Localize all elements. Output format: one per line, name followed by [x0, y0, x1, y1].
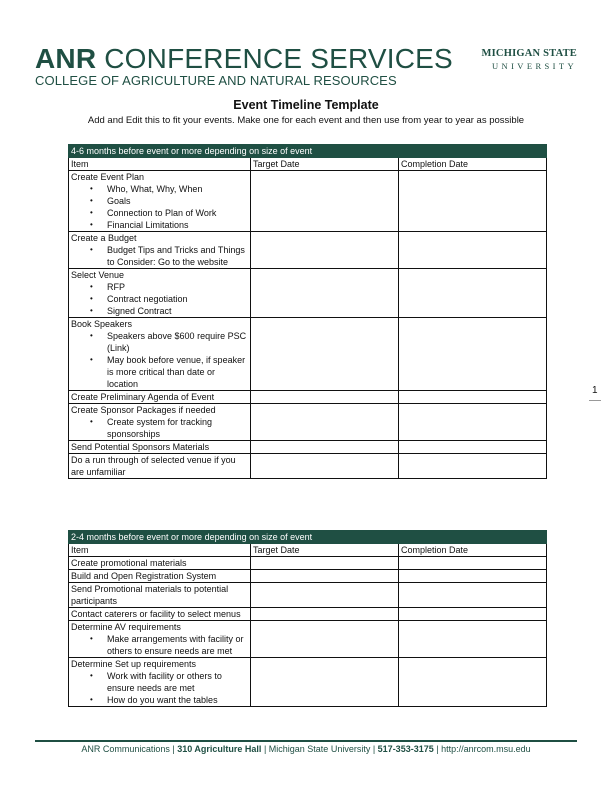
- target-date-cell[interactable]: [251, 441, 399, 454]
- timeline-table-4-6-months: [68, 144, 547, 479]
- target-date-cell[interactable]: [251, 318, 399, 391]
- page-number: 1: [592, 385, 598, 396]
- brand-title-rest: CONFERENCE SERVICES: [104, 43, 453, 74]
- column-header-target-date: Target Date: [251, 544, 399, 557]
- item-cell: Send Promotional materials to potential participants: [69, 583, 251, 608]
- completion-date-cell[interactable]: [399, 608, 547, 621]
- bullet-item: • Make arrangements with facility or others to ensure needs are met: [71, 633, 248, 657]
- bullet-item: • Budget Tips and Tricks and Things to Consider: Go to the website: [71, 244, 248, 268]
- target-date-cell[interactable]: [251, 454, 399, 479]
- completion-date-cell[interactable]: [399, 232, 547, 269]
- item-cell: [69, 658, 251, 707]
- bullet-item: • May book before venue, if speaker is more critical than date or location: [71, 354, 248, 390]
- table-row: [69, 171, 547, 232]
- table-row: [69, 269, 547, 318]
- brand-title: [35, 44, 453, 74]
- completion-date-cell[interactable]: [399, 658, 547, 707]
- bullet-item: • Connection to Plan of Work: [71, 207, 248, 219]
- completion-date-cell[interactable]: [399, 318, 547, 391]
- column-header-item: Item: [69, 544, 251, 557]
- table-row: [69, 232, 547, 269]
- completion-date-cell[interactable]: [399, 269, 547, 318]
- brand-title-anr: ANR: [35, 43, 97, 74]
- item-cell: Do a run through of selected venue if you are unfamiliar: [69, 454, 251, 479]
- footer-org: ANR Communications: [81, 744, 170, 754]
- target-date-cell[interactable]: [251, 171, 399, 232]
- bullet-item: • Financial Limitations: [71, 219, 248, 231]
- item-cell: Create Preliminary Agenda of Event: [69, 391, 251, 404]
- footer-address: 310 Agriculture Hall: [177, 744, 262, 754]
- item-bullets: [71, 670, 248, 706]
- msu-logo: [482, 48, 577, 71]
- item-cell: [69, 318, 251, 391]
- target-date-cell[interactable]: [251, 232, 399, 269]
- item-cell: Build and Open Registration System: [69, 570, 251, 583]
- footer-phone: 517-353-3175: [377, 744, 434, 754]
- target-date-cell[interactable]: [251, 583, 399, 608]
- table-row: [69, 608, 547, 621]
- table-row: [69, 318, 547, 391]
- target-date-cell[interactable]: [251, 621, 399, 658]
- target-date-cell[interactable]: [251, 608, 399, 621]
- completion-date-cell[interactable]: [399, 557, 547, 570]
- target-date-cell[interactable]: [251, 269, 399, 318]
- target-date-cell[interactable]: [251, 557, 399, 570]
- bullet-item: • Work with facility or others to ensure needs are met: [71, 670, 248, 694]
- bullet-item: • Create system for tracking sponsorships: [71, 416, 248, 440]
- footer-university: Michigan State University: [268, 744, 371, 754]
- item-cell: [69, 232, 251, 269]
- item-title: Determine AV requirements: [71, 622, 181, 632]
- bullet-item: • Goals: [71, 195, 248, 207]
- timeline-table-2-4-months: [68, 530, 547, 707]
- completion-date-cell[interactable]: [399, 570, 547, 583]
- table-row: [69, 570, 547, 583]
- footer: ANR Communications | 310 Agriculture Hall | Michigan State University | 517-353-3175 | http://anrcom.msu.edu: [81, 744, 531, 754]
- item-title: Book Speakers: [71, 319, 133, 329]
- item-cell: [69, 404, 251, 441]
- footer-url[interactable]: http://anrcom.msu.edu: [441, 744, 531, 754]
- section-heading-row: [69, 531, 547, 544]
- bullet-item: • Speakers above $600 require PSC (Link): [71, 330, 248, 354]
- item-title: Determine Set up requirements: [71, 659, 197, 669]
- item-cell: Contact caterers or facility to select menus: [69, 608, 251, 621]
- table-row: [69, 441, 547, 454]
- table-row: [69, 391, 547, 404]
- msu-logo-line2: UNIVERSITY: [492, 61, 577, 71]
- item-cell: [69, 621, 251, 658]
- completion-date-cell[interactable]: [399, 583, 547, 608]
- column-header-row: [69, 158, 547, 171]
- item-cell: Create promotional materials: [69, 557, 251, 570]
- footer-divider: [35, 740, 577, 742]
- item-cell: [69, 269, 251, 318]
- document-title: Event Timeline Template: [233, 98, 379, 112]
- item-bullets: [71, 633, 248, 657]
- target-date-cell[interactable]: [251, 391, 399, 404]
- column-header-target-date: Target Date: [251, 158, 399, 171]
- target-date-cell[interactable]: [251, 570, 399, 583]
- column-header-row: [69, 544, 547, 557]
- item-cell: Send Potential Sponsors Materials: [69, 441, 251, 454]
- item-bullets: [71, 244, 248, 268]
- bullet-item: • Contract negotiation: [71, 293, 248, 305]
- completion-date-cell[interactable]: [399, 404, 547, 441]
- document-subtitle: Add and Edit this to fit your events. Make one for each event and then use from year to year as possible: [87, 115, 525, 126]
- table-row: [69, 658, 547, 707]
- item-cell: [69, 171, 251, 232]
- item-title: Create Event Plan: [71, 172, 145, 182]
- bullet-item: • Who, What, Why, When: [71, 183, 248, 195]
- item-title: Select Venue: [71, 270, 125, 280]
- page-number-divider: [589, 400, 601, 401]
- completion-date-cell[interactable]: [399, 391, 547, 404]
- msu-logo-line1: MICHIGAN STATE: [481, 48, 577, 59]
- item-bullets: [71, 416, 248, 440]
- section-heading: 2-4 months before event or more depending on size of event: [69, 531, 547, 544]
- completion-date-cell[interactable]: [399, 171, 547, 232]
- completion-date-cell[interactable]: [399, 441, 547, 454]
- item-title: Create Sponsor Packages if needed: [71, 405, 216, 415]
- table-row: [69, 557, 547, 570]
- column-header-item: Item: [69, 158, 251, 171]
- table-row: [69, 454, 547, 479]
- section-heading: 4-6 months before event or more depending on size of event: [69, 145, 547, 158]
- column-header-completion-date: Completion Date: [399, 158, 547, 171]
- table-row: [69, 583, 547, 608]
- item-title: Create a Budget: [71, 233, 137, 243]
- completion-date-cell[interactable]: [399, 454, 547, 479]
- table-row: [69, 404, 547, 441]
- brand-subtitle: COLLEGE OF AGRICULTURE AND NATURAL RESOURCES: [35, 73, 397, 88]
- item-bullets: [71, 330, 248, 390]
- item-bullets: [71, 281, 248, 317]
- bullet-item: • RFP: [71, 281, 248, 293]
- target-date-cell[interactable]: [251, 404, 399, 441]
- target-date-cell[interactable]: [251, 658, 399, 707]
- header-brand: [35, 44, 453, 88]
- section-heading-row: [69, 145, 547, 158]
- column-header-completion-date: Completion Date: [399, 544, 547, 557]
- table-row: [69, 621, 547, 658]
- item-bullets: [71, 183, 248, 231]
- bullet-item: • How do you want the tables: [71, 694, 248, 706]
- completion-date-cell[interactable]: [399, 621, 547, 658]
- bullet-item: • Signed Contract: [71, 305, 248, 317]
